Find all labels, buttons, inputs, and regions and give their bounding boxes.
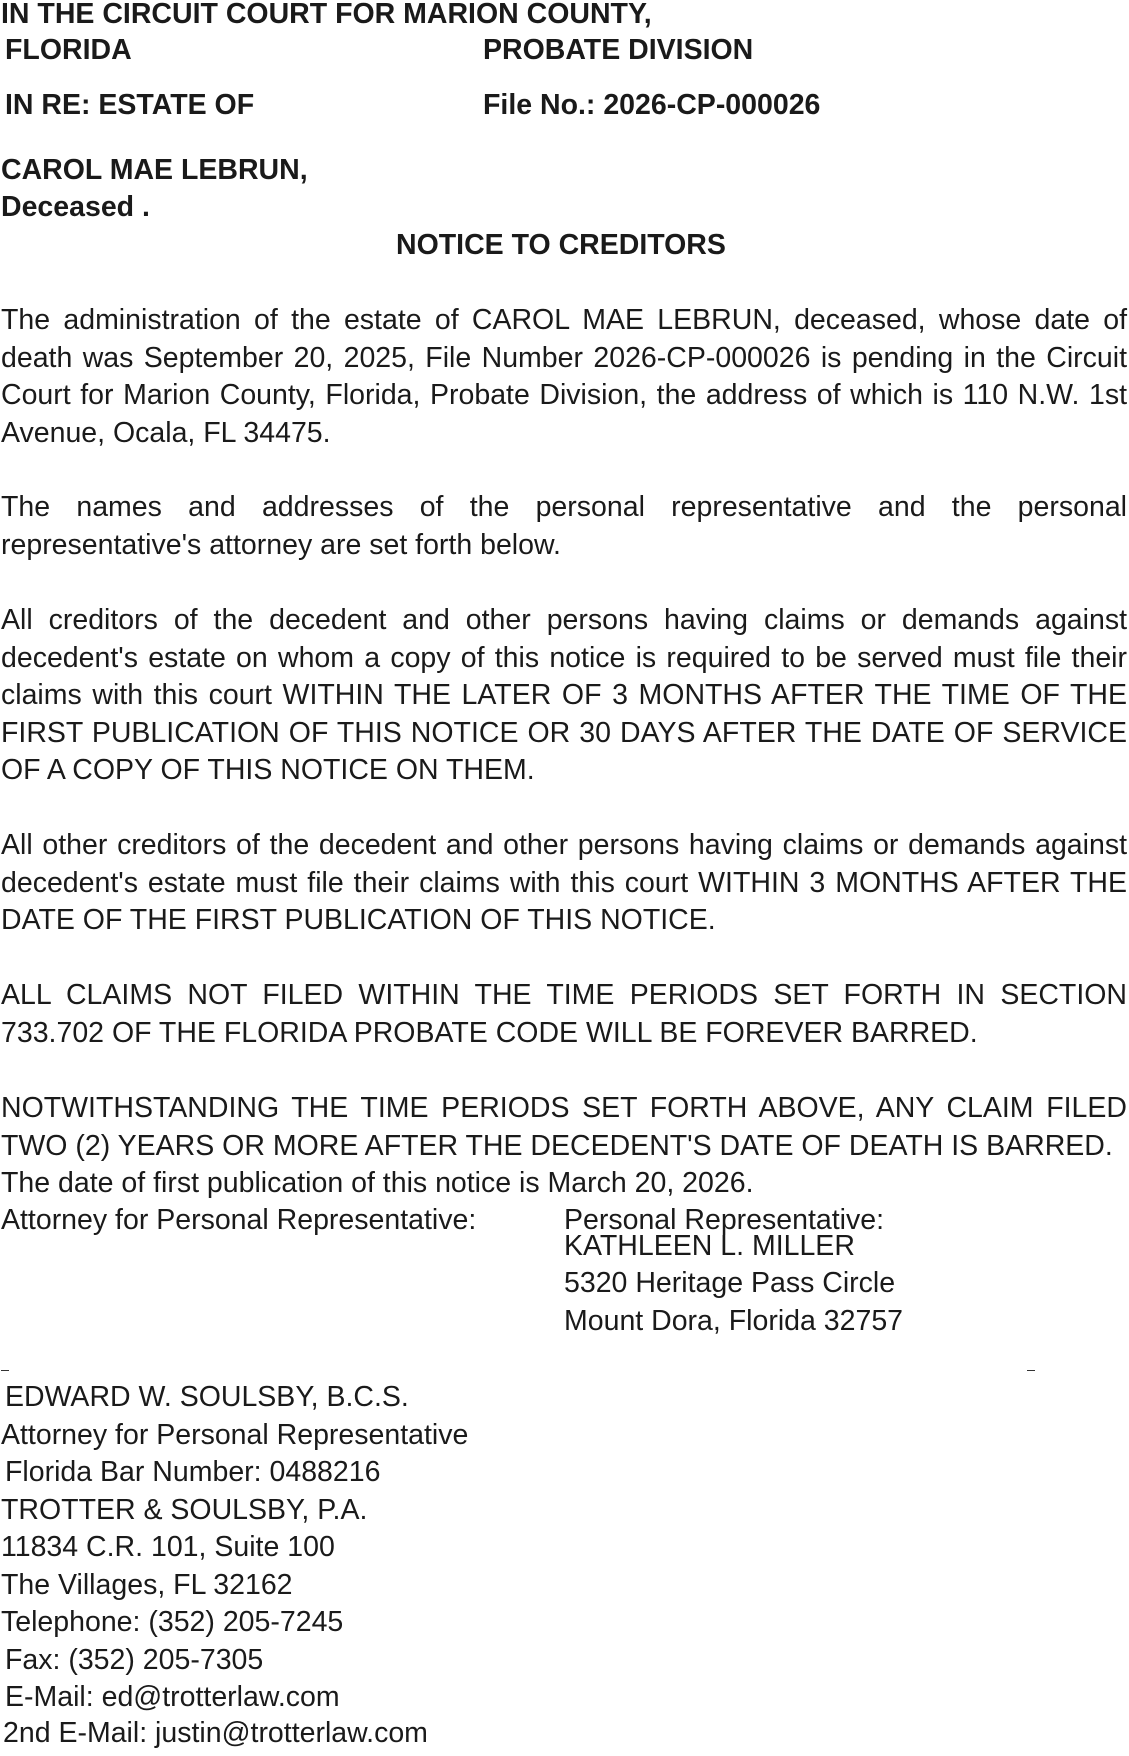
paragraph-other-creditors: All other creditors of the decedent and other persons having claims or demands against decedent's estate must file their claims with this court WITHIN 3 MONTHS AFTER THE DATE OF THE FIRST PUBLICATION OF THIS NOTICE. xyxy=(1,829,1127,936)
attorney-street: 11834 C.R. 101, Suite 100 xyxy=(1,1531,335,1563)
attorney-firm: TROTTER & SOULSBY, P.A. xyxy=(1,1494,368,1526)
paragraph-notwithstanding: NOTWITHSTANDING THE TIME PERIODS SET FORTH ABOVE, ANY CLAIM FILED TWO (2) YEARS OR MORE AFTER THE DECEDENT'S DATE OF DEATH IS BARRED. xyxy=(1,1092,1127,1162)
in-re-label: IN RE: ESTATE OF xyxy=(5,89,255,121)
attorney-role: Attorney for Personal Representative xyxy=(1,1419,469,1451)
notice-title: NOTICE TO CREDITORS xyxy=(396,229,726,261)
decedent-name: CAROL MAE LEBRUN, xyxy=(1,154,308,186)
paragraph-forever-barred: ALL CLAIMS NOT FILED WITHIN THE TIME PERIODS SET FORTH IN SECTION 733.702 OF THE FLORIDA PROBATE CODE WILL BE FOREVER BARRED. xyxy=(1,979,1127,1049)
attorney-fax: Fax: (352) 205-7305 xyxy=(5,1644,264,1676)
publication-date: The date of first publication of this notice is March 20, 2026. xyxy=(1,1167,754,1199)
signature-line-mark-right xyxy=(1027,1370,1035,1371)
paragraph-administration: The administration of the estate of CAROL MAE LEBRUN, deceased, whose date of death was September 20, 2025, File Number 2026-CP-000026 is pending in the Circuit Court for Marion County, Florida, Probate Division, the address of which is 110 N.W. 1st Avenue, Ocala, FL 34475. xyxy=(1,304,1127,449)
file-number: File No.: 2026-CP-000026 xyxy=(483,89,821,121)
court-name-line2: FLORIDA xyxy=(5,34,132,66)
attorney-telephone: Telephone: (352) 205-7245 xyxy=(1,1606,344,1638)
attorney-name: EDWARD W. SOULSBY, B.C.S. xyxy=(5,1381,409,1413)
court-name-line1: IN THE CIRCUIT COURT FOR MARION COUNTY, xyxy=(1,0,652,30)
paragraph-names-addresses: The names and addresses of the personal representative and the personal representative's attorney are set forth below. xyxy=(1,491,1127,561)
decedent-status: Deceased . xyxy=(1,191,150,223)
paragraph-creditors-served: All creditors of the decedent and other persons having claims or demands against decedent's estate on whom a copy of this notice is required to be served must file their claims with this court WITHIN THE LATER OF 3 MONTHS AFTER THE TIME OF THE FIRST PUBLICATION OF THIS NOTICE OR 30 DAYS AFTER THE DATE OF SERVICE OF A COPY OF THIS NOTICE ON THEM. xyxy=(1,604,1127,786)
signature-line-mark-left xyxy=(1,1370,9,1371)
pr-name: KATHLEEN L. MILLER xyxy=(564,1230,855,1262)
division-label: PROBATE DIVISION xyxy=(483,34,754,66)
pr-heading: Personal Representative: xyxy=(564,1204,885,1236)
pr-city: Mount Dora, Florida 32757 xyxy=(564,1305,904,1337)
attorney-email: E-Mail: ed@trotterlaw.com xyxy=(5,1681,340,1713)
attorney-bar-number: Florida Bar Number: 0488216 xyxy=(5,1456,381,1488)
attorney-city: The Villages, FL 32162 xyxy=(1,1569,293,1601)
attorney-email-2: 2nd E-Mail: justin@trotterlaw.com xyxy=(3,1717,428,1749)
pr-street: 5320 Heritage Pass Circle xyxy=(564,1267,896,1299)
attorney-heading: Attorney for Personal Representative: xyxy=(1,1204,477,1236)
